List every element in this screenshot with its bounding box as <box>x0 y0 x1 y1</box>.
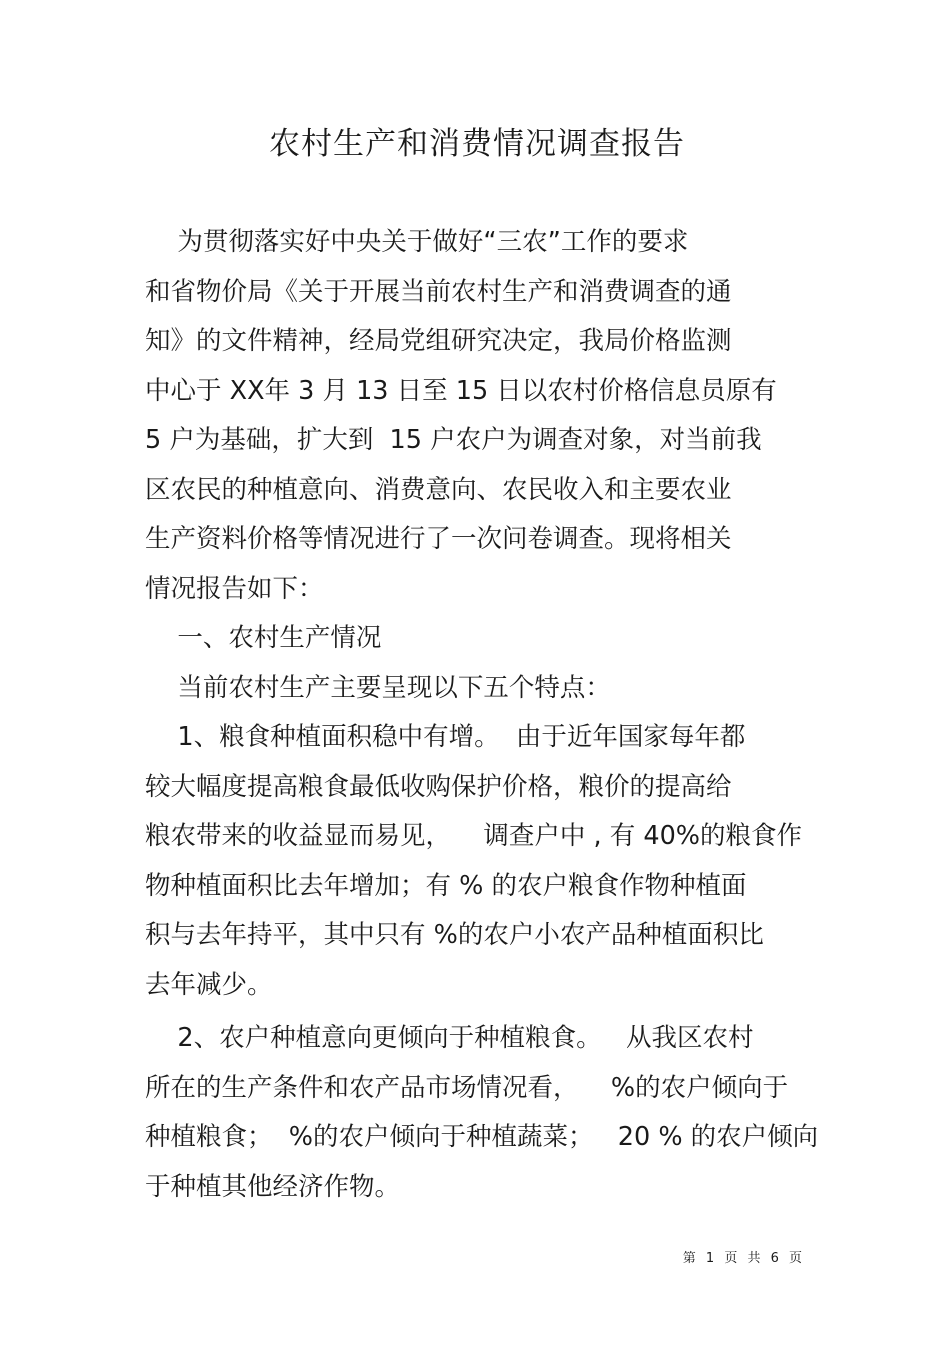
body-paragraph <box>145 218 817 614</box>
paragraph-line: 去年减少。 <box>145 969 273 1000</box>
body-paragraph <box>145 713 817 1010</box>
body-paragraph <box>145 614 817 664</box>
paragraph-line: 粮农带来的收益显而易见， 调查户中 , 有 40%的粮食作 <box>145 821 803 851</box>
paragraph-line: 中心于 XX年 3 月 13 日至 15 日以农村价格信息员原有 <box>145 375 777 406</box>
paragraph-line: 种植粮食； %的农户倾向于种植蔬菜； 20 % 的农户倾向 <box>145 1122 819 1152</box>
paragraph-line: 为贯彻落实好中央关于做好“三农”工作的要求 <box>145 227 689 257</box>
paragraph-line: 区农民的种植意向、消费意向、农民收入和主要农业 <box>145 474 732 505</box>
paragraph-line: 积与去年持平，其中只有 %的农户小农产品种植面积比 <box>145 920 764 950</box>
paragraph-line: 所在的生产条件和农产品市场情况看， %的农户倾向于 <box>145 1072 789 1103</box>
body-paragraph <box>145 1014 817 1212</box>
paragraph-line: 生产资料价格等情况进行了一次问卷调查。现将相关 <box>145 524 732 554</box>
body-paragraph <box>145 664 817 714</box>
paragraph-line: 于种植其他经济作物。 <box>145 1171 401 1202</box>
paragraph-line: 2、农户种植意向更倾向于种植粮食。 从我区农村 <box>145 1023 754 1053</box>
paragraph-line: 5 户为基础，扩大到 15 户农户为调查对象，对当前我 <box>145 425 762 455</box>
page-footer: 第 1 页 共 6 页 <box>682 1251 805 1266</box>
paragraph-line: 当前农村生产主要呈现以下五个特点： <box>145 672 611 703</box>
paragraph-line: 一、农村生产情况 <box>145 623 382 653</box>
paragraph-line: 物种植面积比去年增加；有 % 的农户粮食作物种植面 <box>145 870 747 901</box>
paragraph-line: 情况报告如下： <box>145 573 324 604</box>
paragraph-line: 较大幅度提高粮食最低收购保护价格，粮价的提高给 <box>145 771 732 802</box>
paragraph-line: 知》的文件精神，经局党组研究决定，我局价格监测 <box>145 326 732 356</box>
document-body <box>145 218 817 1212</box>
paragraph-line: 1、粮食种植面积稳中有增。 由于近年国家每年都 <box>145 722 746 752</box>
document-title: 农村生产和消费情况调查报告 <box>269 126 685 162</box>
paragraph-line: 和省物价局《关于开展当前农村生产和消费调查的通 <box>145 276 732 307</box>
